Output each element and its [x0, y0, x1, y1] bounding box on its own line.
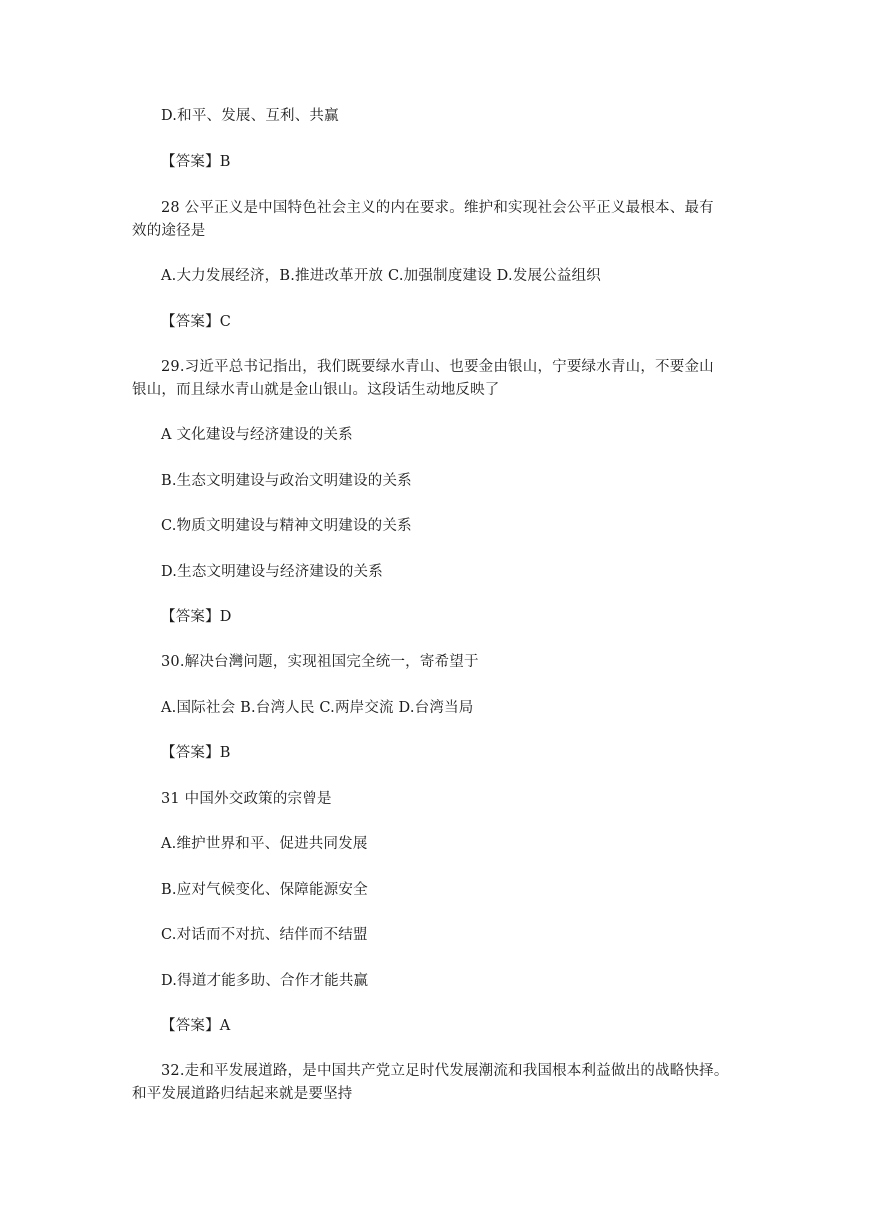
q28-options: A.大力发展经济，B.推进改革开放 C.加强制度建设 D.发展公益组织: [161, 268, 601, 284]
q31-option-c: C.对话而不对抗、结伴而不结盟: [161, 927, 368, 943]
q29-option-b: B.生态文明建设与政治文明建设的关系: [161, 473, 412, 489]
q28-answer: 【答案】C: [161, 314, 232, 330]
q29-option-a: A 文化建设与经济建设的关系: [161, 427, 353, 443]
q31-option-b: B.应对气候变化、保障能源安全: [161, 882, 368, 898]
q30-options: A.国际社会 B.台湾人民 C.两岸交流 D.台湾当局: [161, 700, 474, 716]
q32-stem-line2: 和平发展道路归结起来就是要坚持: [132, 1086, 353, 1102]
q29-option-c: C.物质文明建设与精神文明建设的关系: [161, 518, 412, 534]
q28-stem-line1: 28 公平正义是中国特色社会主义的内在要求。维护和实现社会公平正义最根本、最有: [161, 200, 714, 216]
q29-option-d: D.生态文明建设与经济建设的关系: [161, 564, 383, 580]
q30-answer: 【答案】B: [161, 745, 231, 761]
q29-stem-line1: 29.习近平总书记指出，我们既要绿水青山、也要金由银山，宁要绿水青山，不要金山: [161, 359, 714, 375]
q31-option-a: A.维护世界和平、促进共同发展: [161, 836, 368, 852]
q29-stem-line2: 银山，而且绿水青山就是金山银山。这段话生动地反映了: [132, 382, 500, 398]
q32-stem-line1: 32.走和平发展道路，是中国共产党立足时代发展潮流和我国根本利益做出的战略快择。: [161, 1063, 729, 1079]
q27-option-d: D.和平、发展、互利、共赢: [161, 108, 339, 124]
q27-answer: 【答案】B: [161, 154, 231, 170]
q31-option-d: D.得道才能多助、合作才能共赢: [161, 973, 369, 989]
q31-answer: 【答案】A: [161, 1018, 231, 1034]
q30-stem: 30.解决台灣问题，实现祖国完全统一，寄希望于: [161, 654, 479, 670]
q28-stem-line2: 效的途径是: [132, 223, 206, 239]
q29-answer: 【答案】D: [161, 609, 232, 625]
q31-stem: 31 中国外交政策的宗曾是: [161, 791, 332, 807]
